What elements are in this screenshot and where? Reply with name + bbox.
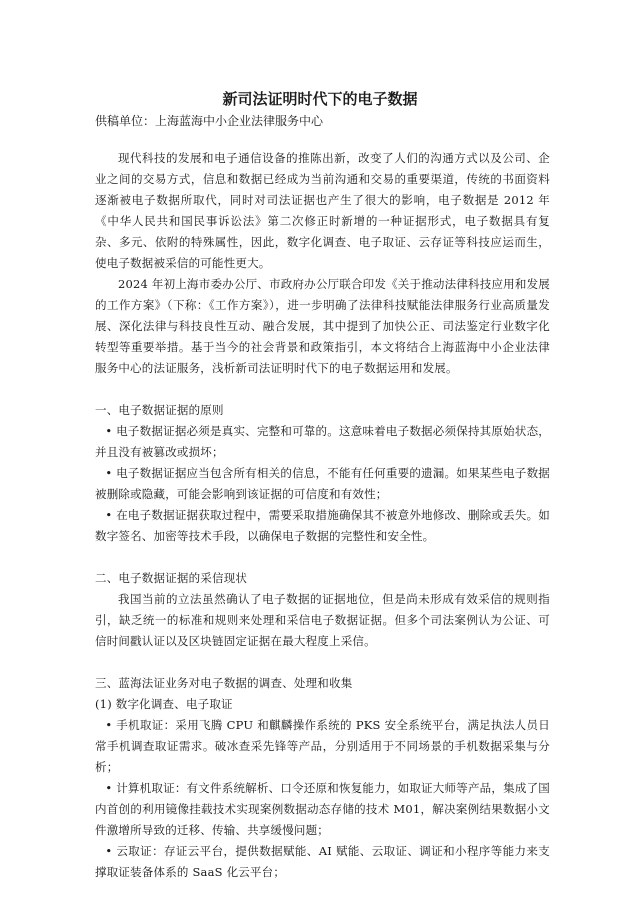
section-3-heading: 三、蓝海法证业务对电子数据的调查、处理和收集 <box>95 676 353 690</box>
section-1-bullet-1: • 电子数据证据必须是真实、完整和可靠的。这意味着电子数据必须保持其原始状态，并且没有被篡改或损坏； <box>95 424 550 459</box>
section-1-heading: 一、电子数据证据的原则 <box>95 403 224 417</box>
supplier-line: 供稿单位：上海蓝海中小企业法律服务中心 <box>95 114 324 128</box>
section-2-paragraph: 我国当前的立法虽然确认了电子数据的证据地位，但是尚未形成有效采信的规则指引，缺乏统一的标准和规则来处理和采信电子数据证据。但多个司法案例认为公证、可信时间戳认证以及区块链固定证据在最大程度上采信。 <box>95 592 550 648</box>
section-3-subheading-1: (1) 数字化调查、电子取证 <box>95 697 233 711</box>
section-2-heading: 二、电子数据证据的采信现状 <box>95 571 248 585</box>
intro-paragraph-1: 现代科技的发展和电子通信设备的推陈出新，改变了人们的沟通方式以及公司、企业之间的交易方式，信息和数据已经成为当前沟通和交易的重要渠道，传统的书面资料逐渐被电子数据所取代，同时对司法证据也产生了很大的影响，电子数据是 2012 年《中华人民共和国民事诉讼法》第二次修正时新增的一种证据形式，电子数据具有复杂、多元、依附的特殊属性，因此，数字化调查、电子取证、云存证等科技应运而生，使电子数据被采信的可能性更大。 <box>95 151 550 270</box>
document-body <box>95 148 550 883</box>
section-3-bullet-3: • 云取证：存证云平台，提供数据赋能、AI 赋能、云取证、调证和小程序等能力来支撑取证装备体系的 SaaS 化云平台； <box>95 844 550 879</box>
section-3-bullet-2: • 计算机取证：有文件系统解析、口令还原和恢复能力，如取证大师等产品，集成了国内首创的利用镜像挂载技术实现案例数据动态存储的技术 M01，解决案例结果数据小文件激增所导致的迁移、传输、共享缓慢问题； <box>95 781 550 837</box>
section-1-bullet-2: • 电子数据证据应当包含所有相关的信息，不能有任何重要的遗漏。如果某些电子数据被删除或隐藏，可能会影响到该证据的可信度和有效性； <box>95 466 550 501</box>
section-1-bullet-3: • 在电子数据证据获取过程中，需要采取措施确保其不被意外地修改、删除或丢失。如数字签名、加密等技术手段，以确保电子数据的完整性和安全性。 <box>95 508 550 543</box>
document-title: 新司法证明时代下的电子数据 <box>222 90 418 108</box>
intro-paragraph-2: 2024 年初上海市委办公厅、市政府办公厅联合印发《关于推动法律科技应用和发展的工作方案》（下称：《工作方案》），进一步明确了法律科技赋能法律服务行业高质量发展、深化法律与科技良性互动、融合发展，其中提到了加快公正、司法鉴定行业数字化转型等重要举措。基于当今的社会背景和政策指引，本文将结合上海蓝海中小企业法律服务中心的法证服务，浅析新司法证明时代下的电子数据运用和发展。 <box>95 277 550 375</box>
section-3-bullet-1: • 手机取证：采用飞腾 CPU 和麒麟操作系统的 PKS 安全系统平台，满足执法人员日常手机调查取证需求。破冰查采先锋等产品，分别适用于不同场景的手机数据采集与分析； <box>95 718 550 774</box>
